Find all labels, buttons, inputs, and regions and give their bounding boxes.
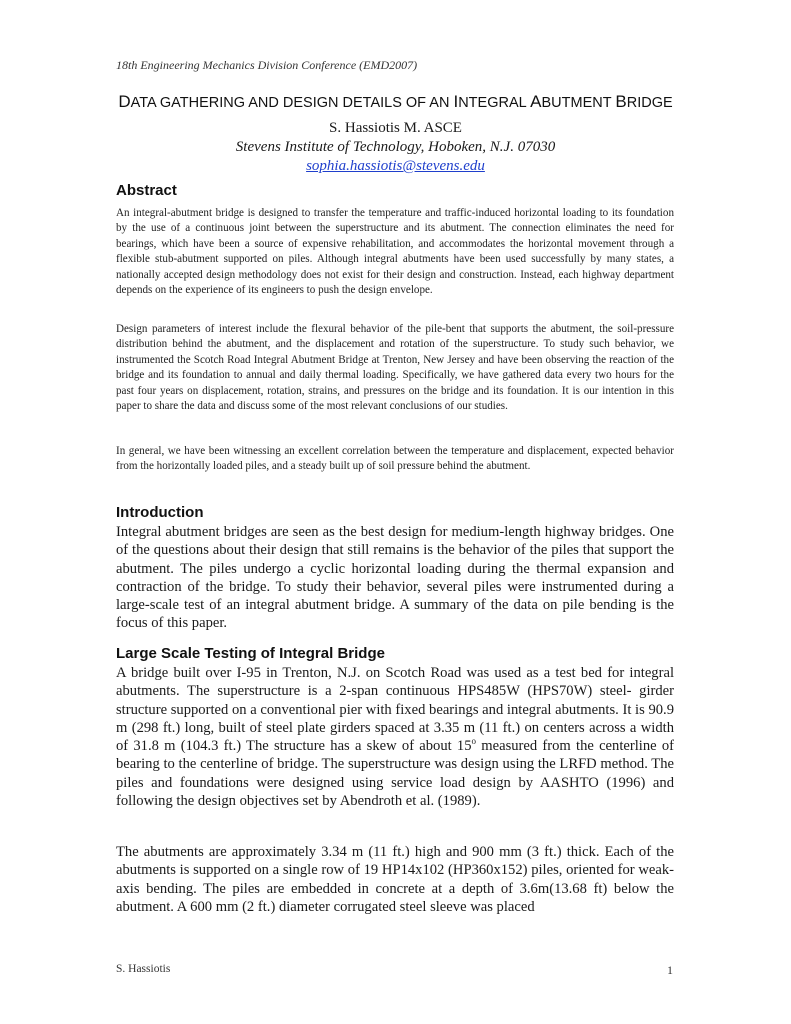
large-scale-heading: Large Scale Testing of Integral Bridge [116,645,385,662]
title-cap: B [615,92,627,111]
abstract-paragraph: In general, we have been witnessing an excellent correlation between the temperature and displacement, expected behavior from the horizontally loaded piles, and a steady built up of soil pressure behind the abutment. [116,445,674,473]
author-email [0,158,791,175]
introduction-paragraph: Integral abutment bridges are seen as the best design for medium-length highway bridges. One of the questions about their design that still remains is the behavior of the piles that support the abutment. The piles undergo a cyclic horizontal loading during the thermal expansion and contraction of the bridge. To study their behavior, several piles were instrumented during a large-scale test of an integral abutment bridge. A summary of the data on pile bending is the focus of this paper. [116,524,674,632]
running-header: 18th Engineering Mechanics Division Conference (EMD2007) [116,58,418,72]
title-cap: I [453,92,459,111]
introduction-heading: Introduction [116,504,204,521]
author-affiliation: Stevens Institute of Technology, Hoboken, N.J. 07030 [235,139,556,155]
title-rest: RIDGE [626,95,673,111]
title-cap: D [118,92,131,111]
author-name: S. Hassiotis M. ASCE [329,120,462,136]
footer-author: S. Hassiotis [116,963,171,975]
paragraph-text: A bridge built over I-95 in Trenton, N.J. on Scotch Road was used as a test bed for integral abutments. The superstructure is a 2-span continuous HPS485W (HPS70W) steel- girder structure supported on a conventional pier with fixed bearings and integral abutments. It is 90.9 m (298 ft.) long, built of steel plate girders spaced at 3.35 m (11 ft.) on centers across a width of 31.8 m (104.3 ft.) The structure has a skew of about 15 [116,665,674,755]
paragraph-text: measured from the centerline of bearing to the centerline of bridge. The superstructure was design using the LRFD method. The piles and foundations were designed using service load design by AASHTO (1996) and following the design objectives set by Abendroth et al. (1989). [116,738,674,810]
page-number: 1 [667,963,673,977]
large-scale-paragraph: The abutments are approximately 3.34 m (11 ft.) high and 900 mm (3 ft.) thick. Each of the abutments is supported on a single row of 19 HP14x102 (HP360x152) piles, oriented for weak-axis bending. The piles are embedded in concrete at a depth of 3.6m(13.68 ft) below the abutment. A 600 mm (2 ft.) diameter corrugated steel sleeve was placed [116,844,674,915]
paper-title [0,92,791,112]
title-rest: BUTMENT [541,95,616,111]
title-rest: ATA GATHERING AND DESIGN DETAILS OF AN [130,95,454,111]
degree-superscript: o [471,736,477,747]
large-scale-paragraph [116,664,674,810]
email-link[interactable]: sophia.hassiotis@stevens.edu [306,158,485,174]
abstract-heading: Abstract [116,182,177,199]
title-rest: NTEGRAL [458,95,531,111]
title-cap: A [530,92,542,111]
abstract-paragraph: An integral-abutment bridge is designed to transfer the temperature and traffic-induced horizontal loading to its foundation by the use of a continuous joint between the superstructure and its abutment. The connection eliminates the need for bearings, which have been a source of expensive rehabilitation, and accommodates the horizontal movement through a flexible stub-abutment supported on piles. Although integral abutments have been used successfully by many states, a nationally accepted design methodology does not exist for their design and construction. Instead, each highway department depends on the experience of its engineers to push the design envelope. [116,207,674,297]
abstract-paragraph: Design parameters of interest include the flexural behavior of the pile-bent that supports the abutment, the soil-pressure distribution behind the abutment, and the displacement and rotation of the superstructure. To study such behavior, we instrumented the Scotch Road Integral Abutment Bridge at Trenton, New Jersey and have been observing the reaction of the bridge and its foundation to annual and daily thermal loading. Specifically, we have gathered data every two hours for the past four years on displacement, rotation, strains, and pressures on the bridge and its foundation. It is our intention in this paper to share the data and discuss some of the most relevant conclusions of our studies. [116,323,674,413]
